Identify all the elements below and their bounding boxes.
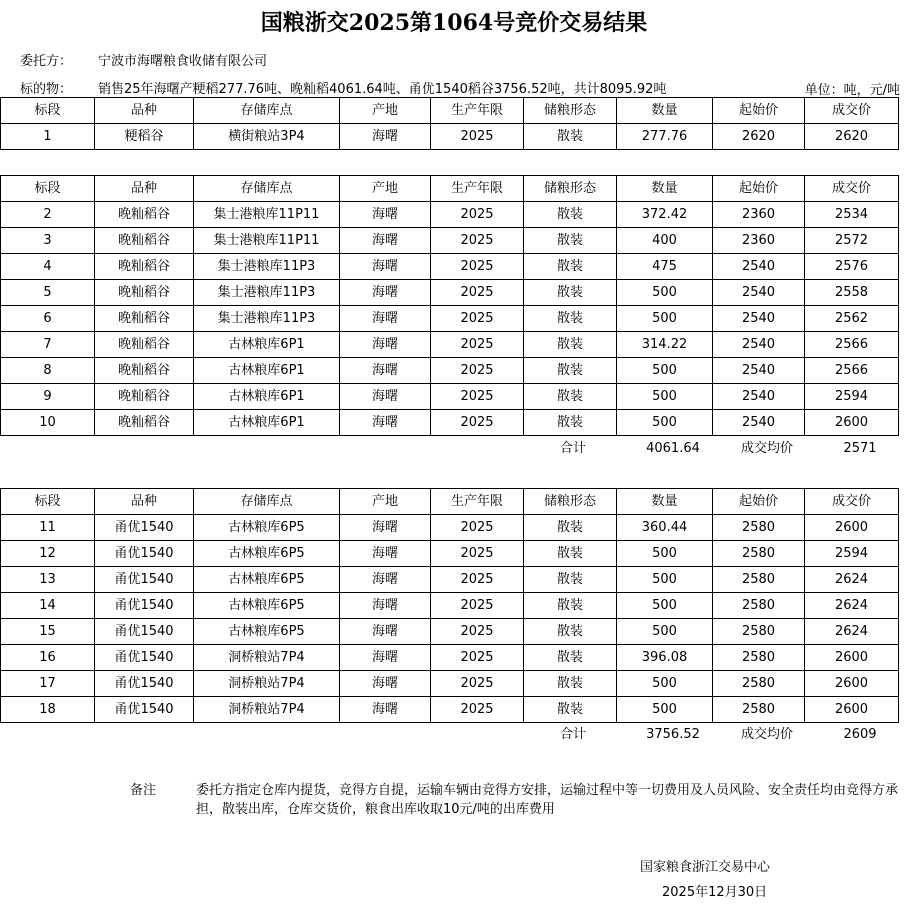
column-header: 生产年限	[431, 176, 524, 202]
lot-cell: 14	[1, 593, 95, 619]
variety-cell: 甬优1540	[95, 671, 194, 697]
year-cell: 2025	[431, 515, 524, 541]
summary-qty: 3756.52	[646, 727, 700, 742]
lot-cell: 8	[1, 358, 95, 384]
quantity-cell: 500	[617, 306, 713, 332]
deal-price-cell: 2624	[805, 593, 899, 619]
table-row	[1, 358, 899, 384]
form-cell: 散装	[524, 619, 617, 645]
table-row	[1, 645, 899, 671]
column-header: 存储库点	[194, 98, 340, 124]
variety-cell: 晚籼稻谷	[95, 202, 194, 228]
start-price-cell: 2540	[713, 254, 805, 280]
depot-cell: 古林粮库6P5	[194, 619, 340, 645]
variety-cell: 晚籼稻谷	[95, 384, 194, 410]
deal-price-cell: 2624	[805, 567, 899, 593]
depot-cell: 集士港粮库11P3	[194, 254, 340, 280]
depot-cell: 洞桥粮站7P4	[194, 697, 340, 723]
form-cell: 散装	[524, 306, 617, 332]
column-header: 品种	[95, 489, 194, 515]
origin-cell: 海曙	[340, 671, 431, 697]
table-row	[1, 228, 899, 254]
deal-price-cell: 2594	[805, 541, 899, 567]
note-label: 备注	[130, 783, 157, 798]
form-cell: 散装	[524, 515, 617, 541]
variety-cell: 晚籼稻谷	[95, 254, 194, 280]
origin-cell: 海曙	[340, 697, 431, 723]
column-header: 产地	[340, 176, 431, 202]
column-header: 成交价	[805, 489, 899, 515]
lot-cell: 3	[1, 228, 95, 254]
subject-value: 销售25年海曙产粳稻277.76吨、晚籼稻4061.64吨、甬优1540稻谷3756.52吨，共计8095.92吨	[98, 82, 667, 97]
lot-cell: 12	[1, 541, 95, 567]
start-price-cell: 2580	[713, 567, 805, 593]
column-header: 数量	[617, 98, 713, 124]
start-price-cell: 2360	[713, 202, 805, 228]
column-header: 标段	[1, 176, 95, 202]
form-cell: 散装	[524, 593, 617, 619]
quantity-cell: 500	[617, 671, 713, 697]
origin-cell: 海曙	[340, 280, 431, 306]
quantity-cell: 314.22	[617, 332, 713, 358]
form-cell: 散装	[524, 567, 617, 593]
depot-cell: 集士港粮库11P3	[194, 306, 340, 332]
form-cell: 散装	[524, 697, 617, 723]
column-header: 数量	[617, 176, 713, 202]
form-cell: 散装	[524, 228, 617, 254]
form-cell: 散装	[524, 541, 617, 567]
origin-cell: 海曙	[340, 593, 431, 619]
year-cell: 2025	[431, 332, 524, 358]
lot-cell: 10	[1, 410, 95, 436]
lot-cell: 9	[1, 384, 95, 410]
column-header: 储粮形态	[524, 176, 617, 202]
lot-cell: 6	[1, 306, 95, 332]
year-cell: 2025	[431, 410, 524, 436]
column-header: 存储库点	[194, 489, 340, 515]
lot-cell: 7	[1, 332, 95, 358]
quantity-cell: 500	[617, 567, 713, 593]
form-cell: 散装	[524, 202, 617, 228]
origin-cell: 海曙	[340, 306, 431, 332]
start-price-cell: 2540	[713, 358, 805, 384]
table-row	[1, 697, 899, 723]
start-price-cell: 2580	[713, 671, 805, 697]
table-row	[1, 332, 899, 358]
origin-cell: 海曙	[340, 541, 431, 567]
origin-cell: 海曙	[340, 228, 431, 254]
year-cell: 2025	[431, 593, 524, 619]
table-row	[1, 280, 899, 306]
table-row	[1, 384, 899, 410]
summary-yongyou	[0, 722, 908, 748]
page-title: 国粮浙交2025第1064号竞价交易结果	[260, 10, 648, 36]
origin-cell: 海曙	[340, 202, 431, 228]
deal-price-cell: 2572	[805, 228, 899, 254]
quantity-cell: 396.08	[617, 645, 713, 671]
lot-cell: 5	[1, 280, 95, 306]
result-table-yongyou	[0, 488, 899, 723]
result-table-late-indica	[0, 175, 899, 436]
column-header: 标段	[1, 98, 95, 124]
quantity-cell: 277.76	[617, 124, 713, 150]
deal-price-cell: 2566	[805, 358, 899, 384]
depot-cell: 古林粮库6P5	[194, 593, 340, 619]
start-price-cell: 2540	[713, 306, 805, 332]
deal-price-cell: 2566	[805, 332, 899, 358]
depot-cell: 横街粮站3P4	[194, 124, 340, 150]
client-value: 宁波市海曙粮食收储有限公司	[98, 54, 268, 69]
origin-cell: 海曙	[340, 384, 431, 410]
year-cell: 2025	[431, 306, 524, 332]
depot-cell: 古林粮库6P1	[194, 358, 340, 384]
deal-price-cell: 2562	[805, 306, 899, 332]
start-price-cell: 2620	[713, 124, 805, 150]
deal-price-cell: 2600	[805, 515, 899, 541]
form-cell: 散装	[524, 280, 617, 306]
column-header: 储粮形态	[524, 489, 617, 515]
quantity-cell: 360.44	[617, 515, 713, 541]
variety-cell: 甬优1540	[95, 541, 194, 567]
client-label: 委托方：	[20, 54, 73, 69]
summary-late-indica	[0, 436, 908, 462]
note-text: 委托方指定仓库内提货，竞得方自提，运输车辆由竞得方安排，运输过程中等一切费用及人员风险、安全责任均由竞得方承担，散装出库，仓库交货价，粮食出库收取10元/吨的出库费用	[196, 783, 899, 817]
depot-cell: 古林粮库6P1	[194, 384, 340, 410]
variety-cell: 粳稻谷	[95, 124, 194, 150]
start-price-cell: 2540	[713, 384, 805, 410]
quantity-cell: 500	[617, 697, 713, 723]
quantity-cell: 500	[617, 593, 713, 619]
issue-date: 2025年12月30日	[662, 885, 768, 900]
start-price-cell: 2580	[713, 645, 805, 671]
variety-cell: 甬优1540	[95, 697, 194, 723]
header-row	[1, 176, 899, 202]
deal-price-cell: 2576	[805, 254, 899, 280]
unit-note: 单位：吨，元/吨	[804, 83, 900, 98]
result-table-japonica	[0, 97, 899, 150]
table-row	[1, 619, 899, 645]
table-row	[1, 541, 899, 567]
column-header: 储粮形态	[524, 98, 617, 124]
table-row	[1, 306, 899, 332]
origin-cell: 海曙	[340, 645, 431, 671]
year-cell: 2025	[431, 202, 524, 228]
column-header: 品种	[95, 98, 194, 124]
depot-cell: 洞桥粮站7P4	[194, 645, 340, 671]
depot-cell: 古林粮库6P1	[194, 410, 340, 436]
depot-cell: 洞桥粮站7P4	[194, 671, 340, 697]
table-row	[1, 254, 899, 280]
variety-cell: 晚籼稻谷	[95, 280, 194, 306]
form-cell: 散装	[524, 410, 617, 436]
form-cell: 散装	[524, 645, 617, 671]
year-cell: 2025	[431, 619, 524, 645]
deal-price-cell: 2534	[805, 202, 899, 228]
year-cell: 2025	[431, 697, 524, 723]
start-price-cell: 2580	[713, 697, 805, 723]
origin-cell: 海曙	[340, 358, 431, 384]
table-row	[1, 124, 899, 150]
variety-cell: 甬优1540	[95, 619, 194, 645]
summary-avg-label: 成交均价	[740, 441, 793, 456]
start-price-cell: 2360	[713, 228, 805, 254]
lot-cell: 11	[1, 515, 95, 541]
column-header: 成交价	[805, 98, 899, 124]
quantity-cell: 400	[617, 228, 713, 254]
year-cell: 2025	[431, 254, 524, 280]
year-cell: 2025	[431, 124, 524, 150]
deal-price-cell: 2600	[805, 671, 899, 697]
origin-cell: 海曙	[340, 254, 431, 280]
column-header: 品种	[95, 176, 194, 202]
summary-avg: 2571	[843, 441, 877, 456]
year-cell: 2025	[431, 567, 524, 593]
summary-avg: 2609	[843, 727, 877, 742]
lot-cell: 2	[1, 202, 95, 228]
start-price-cell: 2580	[713, 541, 805, 567]
deal-price-cell: 2600	[805, 697, 899, 723]
deal-price-cell: 2624	[805, 619, 899, 645]
depot-cell: 古林粮库6P5	[194, 515, 340, 541]
quantity-cell: 500	[617, 541, 713, 567]
column-header: 产地	[340, 98, 431, 124]
variety-cell: 晚籼稻谷	[95, 358, 194, 384]
deal-price-cell: 2620	[805, 124, 899, 150]
summary-label: 合计	[559, 727, 586, 742]
form-cell: 散装	[524, 671, 617, 697]
variety-cell: 晚籼稻谷	[95, 228, 194, 254]
table-row	[1, 410, 899, 436]
lot-cell: 1	[1, 124, 95, 150]
start-price-cell: 2540	[713, 280, 805, 306]
depot-cell: 集士港粮库11P3	[194, 280, 340, 306]
depot-cell: 古林粮库6P1	[194, 332, 340, 358]
column-header: 生产年限	[431, 98, 524, 124]
origin-cell: 海曙	[340, 619, 431, 645]
table-row	[1, 593, 899, 619]
deal-price-cell: 2600	[805, 410, 899, 436]
quantity-cell: 500	[617, 358, 713, 384]
origin-cell: 海曙	[340, 332, 431, 358]
year-cell: 2025	[431, 384, 524, 410]
year-cell: 2025	[431, 228, 524, 254]
year-cell: 2025	[431, 358, 524, 384]
quantity-cell: 500	[617, 619, 713, 645]
form-cell: 散装	[524, 332, 617, 358]
year-cell: 2025	[431, 541, 524, 567]
quantity-cell: 475	[617, 254, 713, 280]
lot-cell: 16	[1, 645, 95, 671]
deal-price-cell: 2558	[805, 280, 899, 306]
column-header: 起始价	[713, 176, 805, 202]
deal-price-cell: 2594	[805, 384, 899, 410]
table-row	[1, 567, 899, 593]
header-row	[1, 489, 899, 515]
start-price-cell: 2580	[713, 619, 805, 645]
table-row	[1, 202, 899, 228]
form-cell: 散装	[524, 384, 617, 410]
table-row	[1, 515, 899, 541]
quantity-cell: 372.42	[617, 202, 713, 228]
start-price-cell: 2580	[713, 593, 805, 619]
column-header: 数量	[617, 489, 713, 515]
variety-cell: 甬优1540	[95, 645, 194, 671]
variety-cell: 晚籼稻谷	[95, 306, 194, 332]
deal-price-cell: 2600	[805, 645, 899, 671]
quantity-cell: 500	[617, 410, 713, 436]
column-header: 产地	[340, 489, 431, 515]
form-cell: 散装	[524, 124, 617, 150]
lot-cell: 18	[1, 697, 95, 723]
table-row	[1, 671, 899, 697]
form-cell: 散装	[524, 358, 617, 384]
summary-label: 合计	[559, 441, 586, 456]
variety-cell: 甬优1540	[95, 567, 194, 593]
column-header: 标段	[1, 489, 95, 515]
column-header: 成交价	[805, 176, 899, 202]
summary-avg-label: 成交均价	[740, 727, 793, 742]
depot-cell: 集士港粮库11P11	[194, 202, 340, 228]
lot-cell: 4	[1, 254, 95, 280]
summary-qty: 4061.64	[646, 441, 700, 456]
column-header: 生产年限	[431, 489, 524, 515]
organization-name: 国家粮食浙江交易中心	[640, 860, 771, 875]
quantity-cell: 500	[617, 280, 713, 306]
origin-cell: 海曙	[340, 515, 431, 541]
origin-cell: 海曙	[340, 124, 431, 150]
start-price-cell: 2540	[713, 410, 805, 436]
origin-cell: 海曙	[340, 410, 431, 436]
quantity-cell: 500	[617, 384, 713, 410]
depot-cell: 古林粮库6P5	[194, 567, 340, 593]
depot-cell: 古林粮库6P5	[194, 541, 340, 567]
year-cell: 2025	[431, 671, 524, 697]
origin-cell: 海曙	[340, 567, 431, 593]
variety-cell: 晚籼稻谷	[95, 332, 194, 358]
column-header: 起始价	[713, 489, 805, 515]
column-header: 起始价	[713, 98, 805, 124]
form-cell: 散装	[524, 254, 617, 280]
variety-cell: 甬优1540	[95, 593, 194, 619]
subject-label: 标的物：	[20, 82, 73, 97]
start-price-cell: 2580	[713, 515, 805, 541]
year-cell: 2025	[431, 645, 524, 671]
lot-cell: 17	[1, 671, 95, 697]
variety-cell: 晚籼稻谷	[95, 410, 194, 436]
header-row	[1, 98, 899, 124]
depot-cell: 集士港粮库11P11	[194, 228, 340, 254]
lot-cell: 13	[1, 567, 95, 593]
start-price-cell: 2540	[713, 332, 805, 358]
column-header: 存储库点	[194, 176, 340, 202]
year-cell: 2025	[431, 280, 524, 306]
variety-cell: 甬优1540	[95, 515, 194, 541]
lot-cell: 15	[1, 619, 95, 645]
